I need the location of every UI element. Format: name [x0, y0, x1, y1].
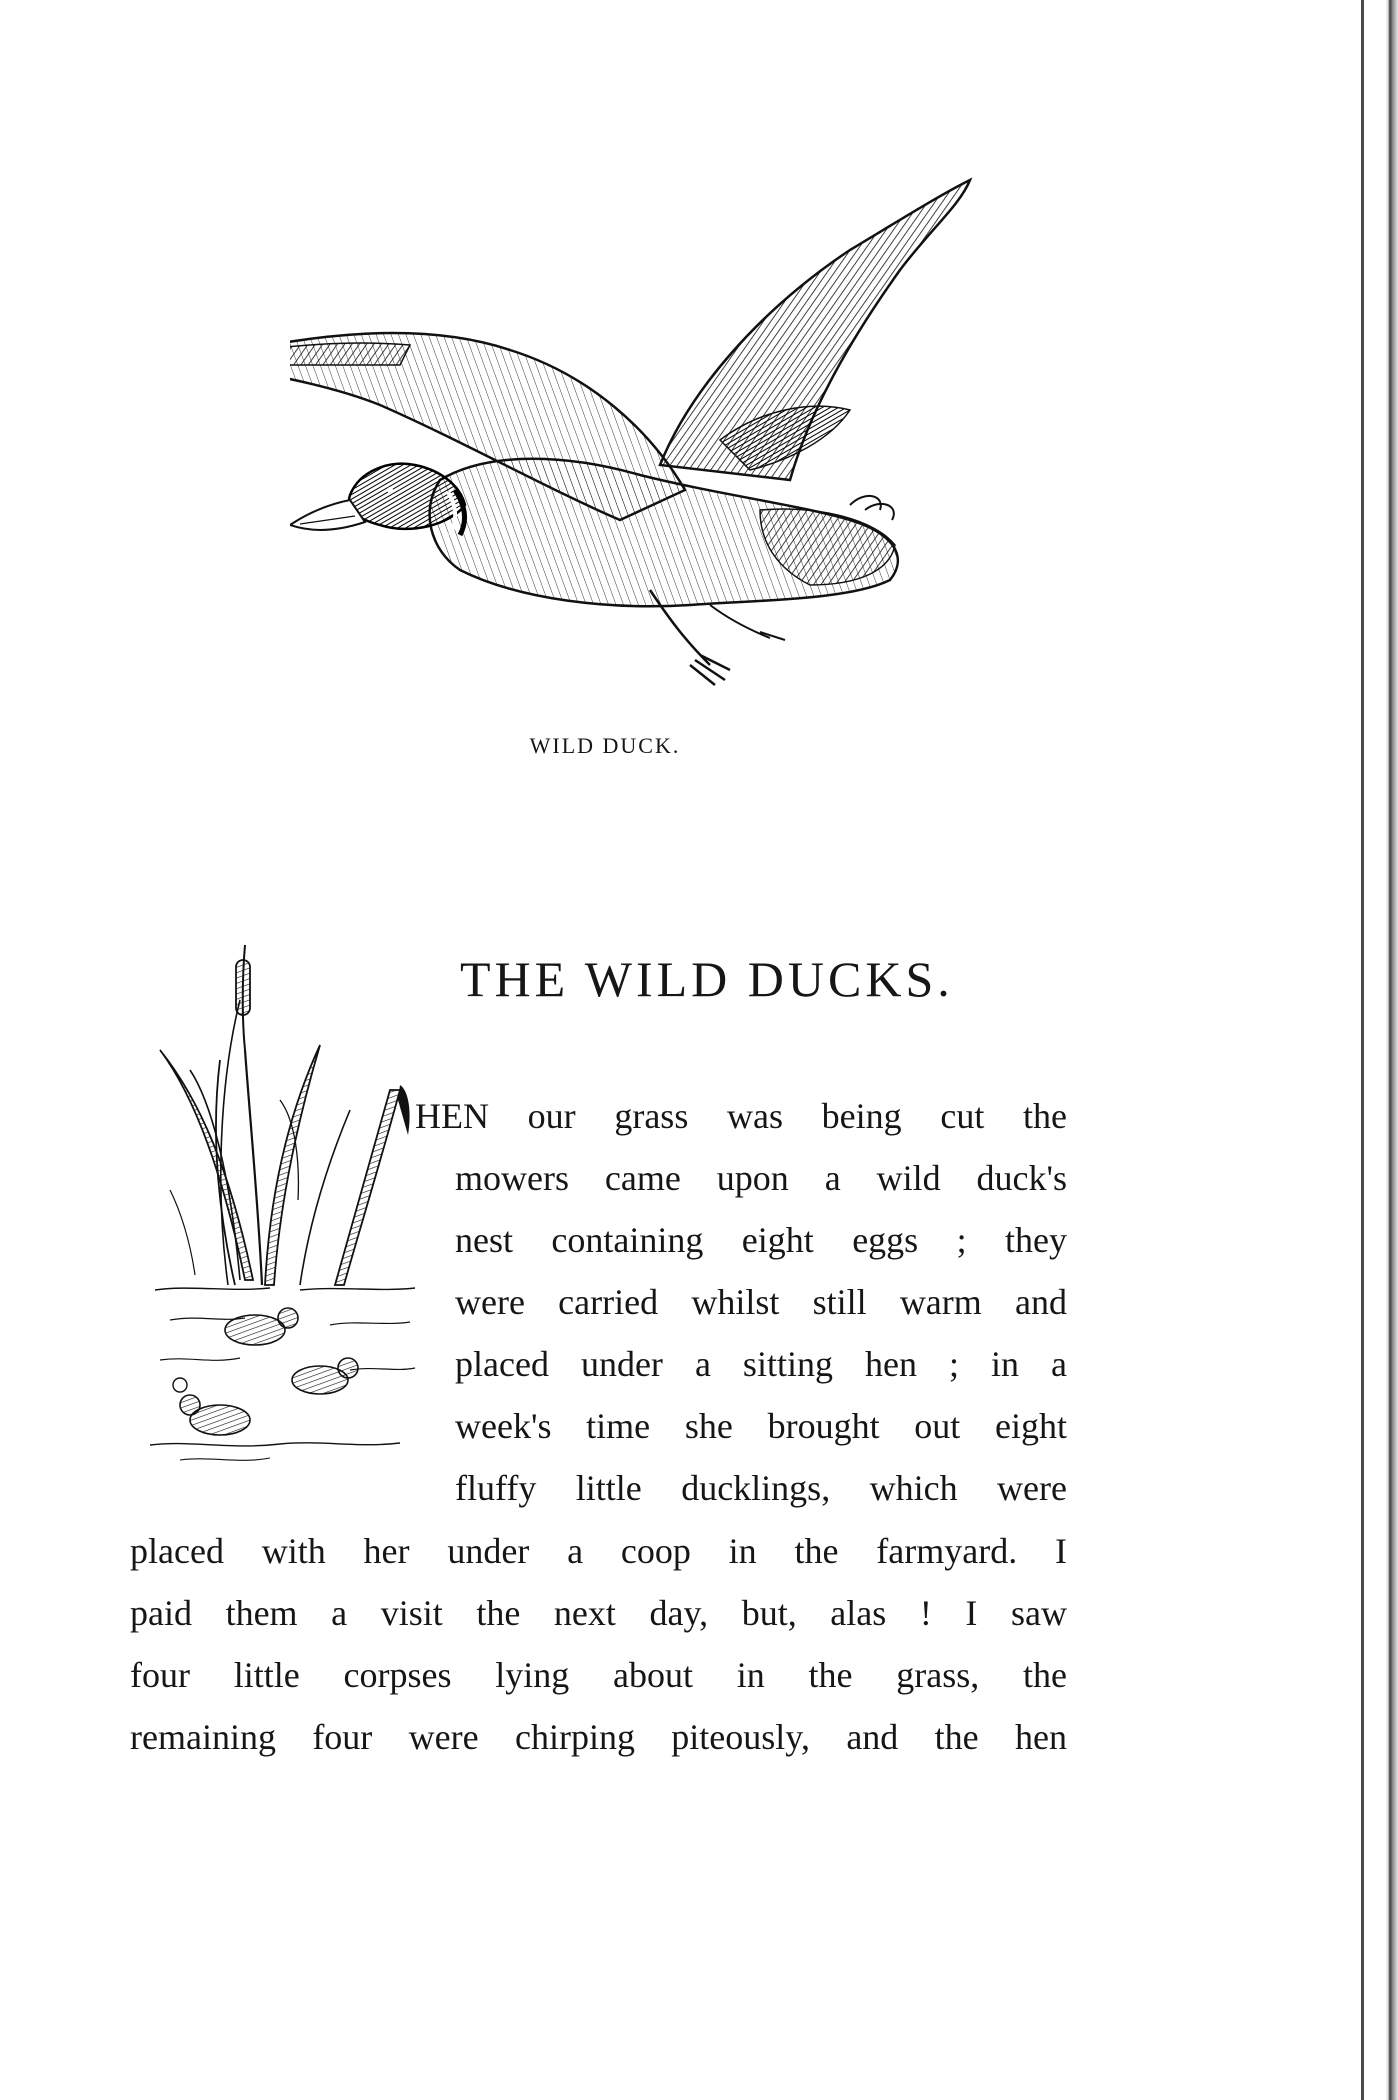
- chapter-title: THE WILD DUCKS.: [460, 951, 954, 1007]
- text-line: remaining four were chirping piteously, and the hen: [130, 1717, 1067, 1757]
- page-binding-edge: [1380, 0, 1398, 2100]
- full-width-paragraph-block: [130, 1520, 1067, 1768]
- illustration-caption: WILD DUCK.: [529, 733, 681, 758]
- text-line: four little corpses lying about in the grass, the: [130, 1655, 1067, 1695]
- text-line: placed under a sitting hen ; in a: [455, 1344, 1067, 1384]
- text-line: week's time she brought out eight: [455, 1406, 1067, 1446]
- text-line: were carried whilst still warm and: [455, 1282, 1067, 1322]
- text-line: HEN our grass was being cut the: [415, 1096, 1067, 1136]
- flying-duck-icon: [290, 160, 1010, 720]
- drop-cap-paragraph-block: [415, 1085, 1067, 1519]
- reeds-and-ducklings-icon: [150, 940, 420, 1480]
- text-line: fluffy little ducklings, which were: [455, 1468, 1067, 1508]
- text-line: nest containing eight eggs ; they: [455, 1220, 1067, 1260]
- text-line: paid them a visit the next day, but, alas ! I saw: [130, 1593, 1067, 1633]
- binding-line: [1361, 0, 1364, 2100]
- text-line: mowers came upon a wild duck's: [455, 1158, 1067, 1198]
- text-line: placed with her under a coop in the farmyard. I: [130, 1531, 1067, 1571]
